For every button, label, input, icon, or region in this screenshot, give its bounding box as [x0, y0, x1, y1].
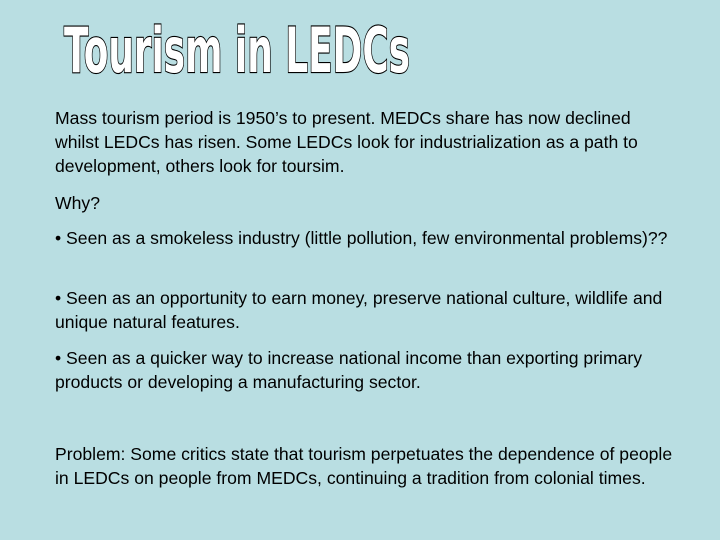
bullet-item: • Seen as a smokeless industry (little pollution, few environmental problems)??	[55, 228, 668, 248]
slide-title-text: Tourism in LEDCs	[64, 14, 410, 87]
slide-title	[60, 14, 480, 87]
intro-paragraph: Mass tourism period is 1950’s to present. MEDCs share has now declined whilst LEDCs has risen. Some LEDCs look for industrialization as a path to development, others look for toursim.	[55, 108, 638, 176]
problem-paragraph: Problem: Some critics state that tourism perpetuates the dependence of people in LEDCs on people from MEDCs, continuing a tradition from colonial times.	[55, 444, 673, 488]
slide-title-wordart	[60, 14, 480, 87]
bullet-item: • Seen as an opportunity to earn money, preserve national culture, wildlife and unique natural features.	[55, 288, 663, 332]
bullet-item: • Seen as a quicker way to increase national income than exporting primary products or developing a manufacturing sector.	[55, 348, 643, 392]
why-heading: Why?	[55, 193, 100, 213]
